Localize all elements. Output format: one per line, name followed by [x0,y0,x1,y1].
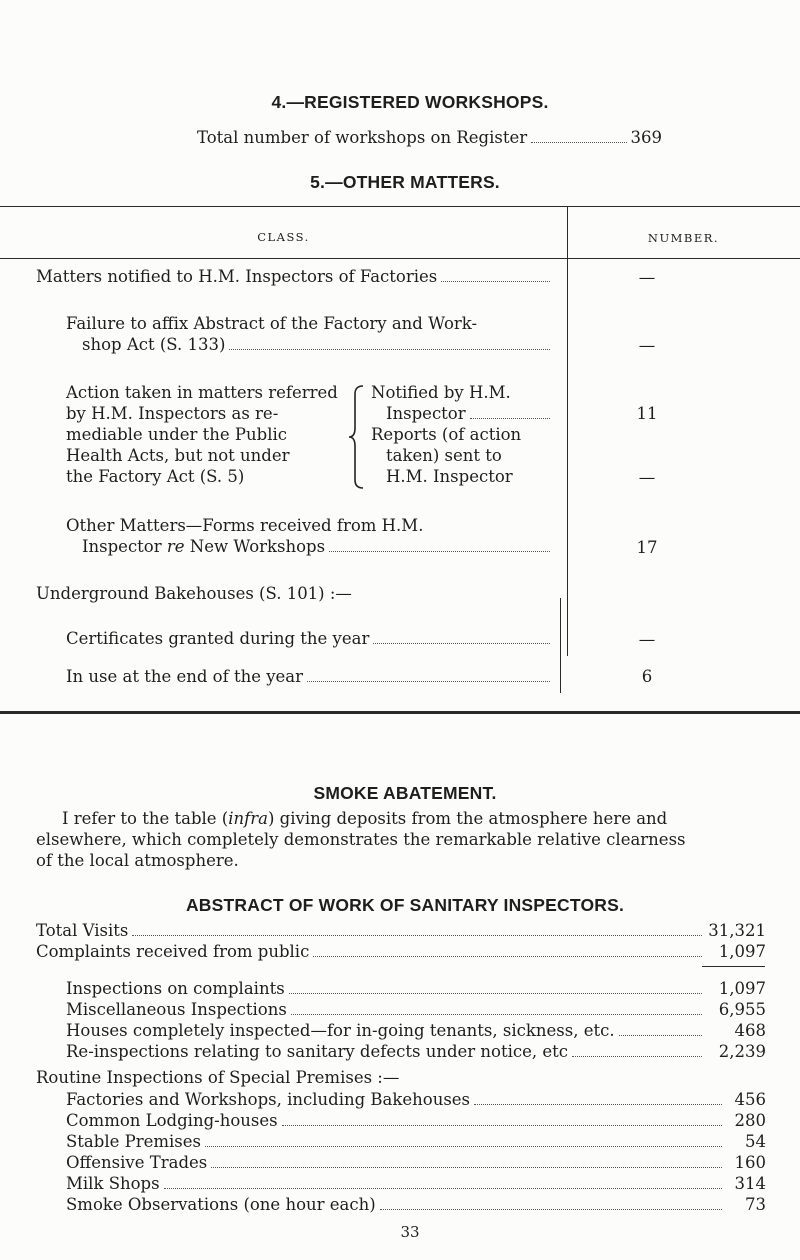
routine-item-value: 54 [745,1132,766,1151]
routine-item-value: 314 [734,1174,766,1193]
leader-dots [441,281,550,282]
abstract-item-label: Houses completely inspected—for in-going tenants, sickness, etc. [66,1021,615,1040]
action-line: Action taken in matters referred [66,383,338,402]
routine-item-label: Milk Shops [66,1174,160,1193]
row-underground-bakehouses: Underground Bakehouses (S. 101) :— [36,584,352,603]
routine-item-value: 73 [745,1195,766,1214]
leader-dots [373,643,550,644]
row-label: Certificates granted during the year [66,629,370,648]
action-line: the Factory Act (S. 5) [66,467,245,486]
routine-list [66,1089,766,1215]
row-notified-line1 [371,382,554,403]
abstract-item [66,978,766,999]
smoke-paragraph-line: I refer to the table (infra) giving deposits from the atmosphere here and [62,809,668,828]
page-number: 33 [400,1223,420,1241]
smoke-paragraph-line: of the local atmosphere. [36,851,239,870]
abstract-item-label: Re-inspections relating to sanitary defects under notice, etc [66,1042,569,1061]
smoke-paragraph [36,808,786,871]
other-matters-heading: 5.—OTHER MATTERS. [310,172,500,192]
total-workshops-line [197,127,662,148]
abstract-item-value: 2,239 [718,1042,766,1061]
row-label: Matters notified to H.M. Inspectors of Factories [36,267,438,286]
routine-item-label: Common Lodging-houses [66,1111,278,1130]
action-line: Health Acts, but not under [66,446,290,465]
table-column-divider-lower [560,598,561,693]
total-workshops-value: 369 [630,128,662,147]
routine-item-value: 456 [734,1090,766,1109]
row-label: In use at the end of the year [66,667,304,686]
row-reports-value: — [638,468,656,487]
routine-item-label: Offensive Trades [66,1153,208,1172]
row-certificates-value: — [638,630,656,649]
abstract-item [36,941,766,962]
leader-dots [229,349,550,350]
row-label: Inspector re New Workshops [82,537,326,556]
leader-dots [164,1188,722,1189]
row-label: taken) sent to [386,446,502,465]
routine-item [66,1152,766,1173]
leader-dots [329,551,550,552]
smoke-abatement-heading: SMOKE ABATEMENT. [313,783,497,803]
row-matters-notified-value: — [638,268,656,287]
row-failure-affix-line2 [82,334,554,355]
abstract-item [66,999,766,1020]
abstract-item-value: 6,955 [718,1000,766,1019]
abstract-heading: ABSTRACT OF WORK OF SANITARY INSPECTORS. [185,895,625,915]
routine-item-value: 280 [734,1111,766,1130]
routine-item-label: Factories and Workshops, including Bakehouses [66,1090,471,1109]
abstract-item-value: 1,097 [718,979,766,998]
leader-dots [313,956,702,957]
header-rule [0,258,800,259]
abstract-item-label: Miscellaneous Inspections [66,1000,287,1019]
leader-dots [211,1167,722,1168]
row-other-matters-line2 [82,536,554,557]
table-top-rule [0,206,800,207]
table-bottom-rule [0,711,800,714]
leader-dots [380,1209,722,1210]
routine-item-label: Stable Premises [66,1132,201,1151]
abstract-item-label: Complaints received from public [36,942,310,961]
row-failure-affix-line1: Failure to affix Abstract of the Factory and Work- [66,314,478,333]
row-notified-line2 [386,403,554,424]
leader-dots [474,1104,722,1105]
leader-dots [307,681,550,682]
row-label: H.M. Inspector [386,467,513,486]
smoke-paragraph-line: elsewhere, which completely demonstrates the remarkable relative clearness [36,830,686,849]
action-line: mediable under the Public [66,425,288,444]
row-notified-value: 11 [636,404,658,423]
row-label: Notified by H.M. [371,383,511,402]
routine-item [66,1173,766,1194]
routine-item [66,1110,766,1131]
routine-item-label: Smoke Observations (one hour each) [66,1195,376,1214]
abstract-item [66,1020,766,1041]
abstract-item-label: Inspections on complaints [66,979,285,998]
leader-dots [289,993,702,994]
leader-dots [572,1056,702,1057]
col-header-class: CLASS. [257,230,310,244]
row-reports [371,424,521,487]
curly-brace-icon [347,384,367,490]
row-action-taken [66,382,338,487]
leader-dots [470,418,550,419]
row-in-use [66,666,554,687]
row-failure-affix-value: — [638,336,656,355]
row-other-matters-line1: Other Matters—Forms received from H.M. [66,516,424,535]
routine-item-value: 160 [734,1153,766,1172]
action-line: by H.M. Inspectors as re- [66,404,279,423]
row-other-matters-value: 17 [636,538,658,557]
row-certificates [66,628,554,649]
leader-dots [205,1146,722,1147]
routine-item [66,1194,766,1215]
leader-dots [291,1014,702,1015]
abstract-list-inspections [66,978,766,1062]
abstract-list [36,920,766,962]
leader-dots [619,1035,702,1036]
abstract-item [66,1041,766,1062]
row-in-use-value: 6 [641,667,653,686]
abstract-item-value: 1,097 [718,942,766,961]
row-label: Reports (of action [371,425,522,444]
leader-dots [282,1125,722,1126]
row-matters-notified [36,266,554,287]
abstract-item [36,920,766,941]
routine-heading: Routine Inspections of Special Premises :— [36,1068,400,1087]
abstract-item-value: 468 [734,1021,766,1040]
routine-item [66,1131,766,1152]
routine-item [66,1089,766,1110]
subtotal-rule [702,966,765,967]
row-label: shop Act (S. 133) [82,335,226,354]
col-header-number: NUMBER. [647,231,720,245]
row-label: Inspector [386,404,466,423]
abstract-item-label: Total Visits [36,921,129,940]
abstract-item-value: 31,321 [708,921,766,940]
leader-dots [132,935,702,936]
total-workshops-label: Total number of workshops on Register [197,128,528,147]
registered-workshops-heading: 4.—REGISTERED WORKSHOPS. [271,92,549,112]
leader-dots [531,142,626,143]
